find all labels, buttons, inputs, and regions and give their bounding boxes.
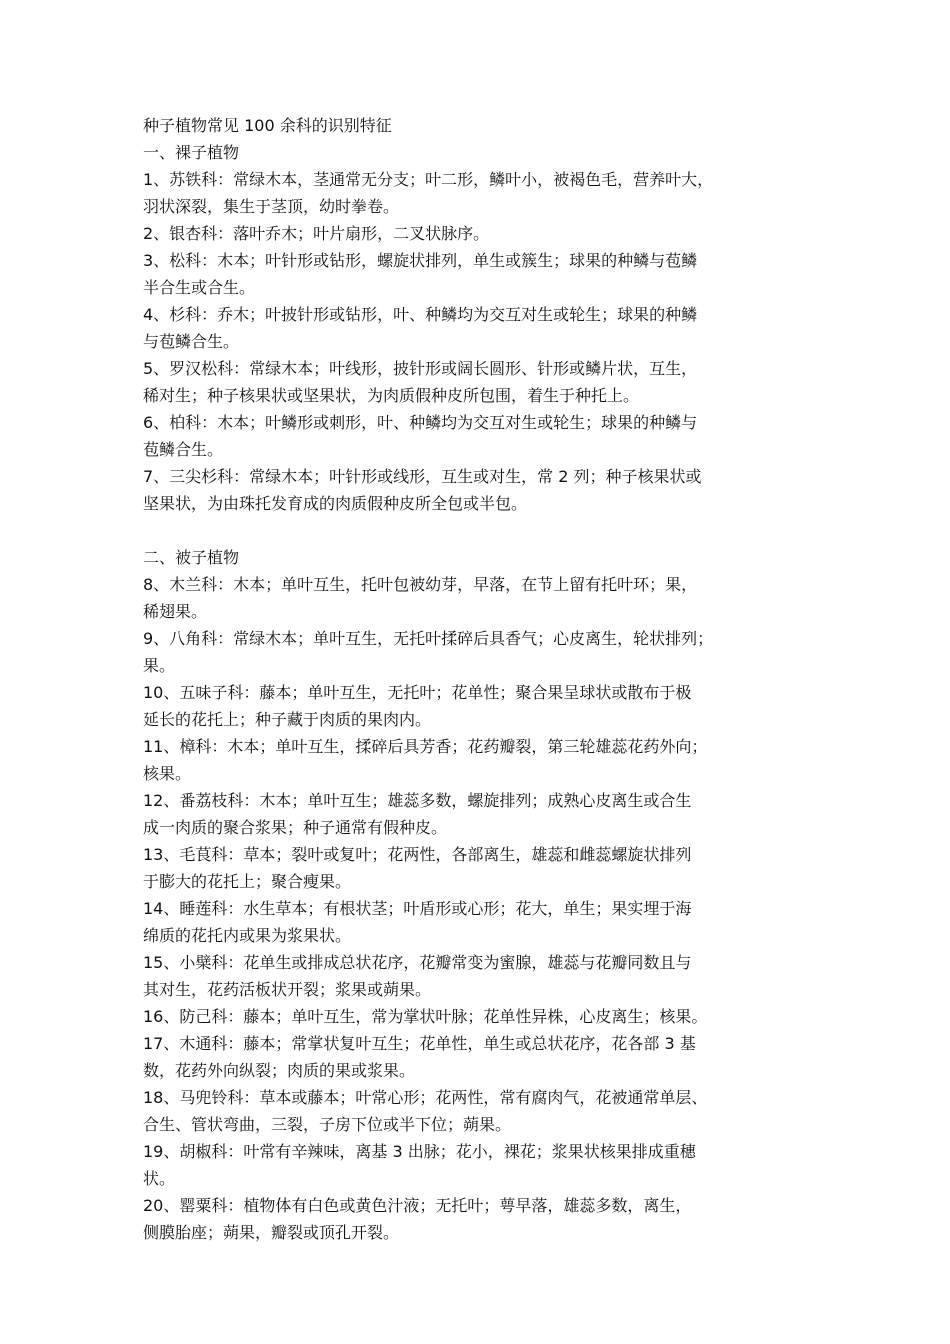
text-line: 11、樟科：木本；单叶互生，揉碎后具芳香；花药瓣裂，第三轮雄蕊花药外向； <box>143 737 708 756</box>
text-line: 20、罂粟科：植物体有白色或黄色汁液；无托叶；萼早落，雄蕊多数，离生， <box>143 1196 692 1215</box>
text-line: 7、三尖杉科：常绿木本；叶针形或线形，互生或对生，常 2 列；种子核果状或 <box>143 467 702 486</box>
text-line: 15、小檗科：花单生或排成总状花序，花瓣常变为蜜腺，雄蕊与花瓣同数且与 <box>143 953 692 972</box>
text-line: 18、马兜铃科：草本或藤本；叶常心形；花两性，常有腐肉气，花被通常单层、 <box>143 1088 708 1107</box>
text-line: 10、五味子科：藤本；单叶互生，无托叶；花单性；聚合果呈球状或散布于极 <box>143 683 692 702</box>
text-line: 半合生或合生。 <box>143 278 256 297</box>
text-line: 6、柏科：木本；叶鳞形或刺形，叶、种鳞均为交互对生或轮生；球果的种鳞与 <box>143 413 698 432</box>
text-line: 延长的花托上；种子藏于肉质的果肉内。 <box>143 710 432 729</box>
document-page <box>143 112 813 1246</box>
text-line: 2、银杏科：落叶乔木；叶片扇形，二叉状脉序。 <box>143 224 490 243</box>
text-line: 19、胡椒科：叶常有辛辣味，离基 3 出脉；花小，裸花；浆果状核果排成重穗 <box>143 1142 696 1161</box>
text-line: 羽状深裂，集生于茎顶，幼时拳卷。 <box>143 197 400 216</box>
text-line: 状。 <box>143 1169 176 1188</box>
text-line: 成一肉质的聚合浆果；种子通常有假种皮。 <box>143 818 448 837</box>
text-line: 5、罗汉松科：常绿木本；叶线形，披针形或阔长圆形、针形或鳞片状，互生， <box>143 359 698 378</box>
text-line: 核果。 <box>143 764 192 783</box>
section-spacer <box>143 517 813 544</box>
text-line: 16、防己科：藤本；单叶互生，常为掌状叶脉；花单性异株，心皮离生；核果。 <box>143 1007 708 1026</box>
document-title: 种子植物常见 100 余科的识别特征 <box>143 116 392 135</box>
text-line: 于膨大的花托上；聚合瘦果。 <box>143 872 352 891</box>
text-line: 8、木兰科：木本；单叶互生，托叶包被幼芽，早落，在节上留有托叶环；果， <box>143 575 698 594</box>
text-line: 果。 <box>143 656 176 675</box>
text-line: 坚果状，为由珠托发育成的肉质假种皮所全包或半包。 <box>143 494 528 513</box>
section-heading-angiosperms: 二、被子植物 <box>143 548 240 567</box>
text-line: 9、八角科：常绿木本；单叶互生，无托叶揉碎后具香气；心皮离生，轮状排列； <box>143 629 714 648</box>
text-line: 侧膜胎座；蒴果，瓣裂或顶孔开裂。 <box>143 1223 400 1242</box>
text-line: 17、木通科：藤本；常掌状复叶互生；花单性，单生或总状花序，花各部 3 基 <box>143 1034 696 1053</box>
section-heading-gymnosperms: 一、裸子植物 <box>143 143 240 162</box>
text-line: 数，花药外向纵裂；肉质的果或浆果。 <box>143 1061 416 1080</box>
text-line: 稀翅果。 <box>143 602 208 621</box>
text-line: 苞鳞合生。 <box>143 440 224 459</box>
text-line: 稀对生；种子核果状或坚果状，为肉质假种皮所包围，着生于种托上。 <box>143 386 640 405</box>
text-line: 合生、管状弯曲，三裂，子房下位或半下位；蒴果。 <box>143 1115 512 1134</box>
text-line: 14、睡莲科：水生草本；有根状茎；叶盾形或心形；花大，单生；果实埋于海 <box>143 899 692 918</box>
text-line: 13、毛茛科：草本；裂叶或复叶；花两性，各部离生，雄蕊和雌蕊螺旋状排列 <box>143 845 692 864</box>
text-line: 与苞鳞合生。 <box>143 332 240 351</box>
text-line: 绵质的花托内或果为浆果状。 <box>143 926 352 945</box>
text-line: 3、松科：木本；叶针形或钻形，螺旋状排列，单生或簇生；球果的种鳞与苞鳞 <box>143 251 698 270</box>
text-line: 12、番荔枝科：木本；单叶互生；雄蕊多数，螺旋排列；成熟心皮离生或合生 <box>143 791 692 810</box>
text-line: 1、苏铁科：常绿木本，茎通常无分支；叶二形，鳞叶小，被褐色毛，营养叶大， <box>143 170 714 189</box>
text-line: 其对生，花药活板状开裂；浆果或蒴果。 <box>143 980 432 999</box>
text-line: 4、杉科：乔木；叶披针形或钻形，叶、种鳞均为交互对生或轮生；球果的种鳞 <box>143 305 698 324</box>
